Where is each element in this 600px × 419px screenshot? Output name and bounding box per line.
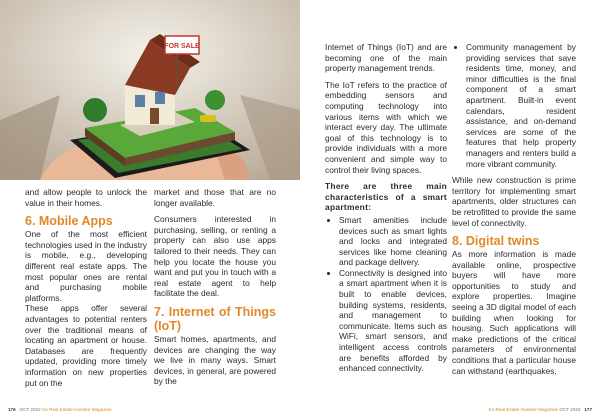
col4-paragraph-1: While new construction is prime territory for implementing smart apartments, older structures can be retrofitted to provide the same level of connectivity. (452, 175, 576, 228)
col1-intro: and allow people to unlock the value in their homes. (25, 187, 147, 208)
page-number-right: 177 (584, 407, 592, 412)
col2-paragraph-1: Consumers interested in purchasing, selling, or renting a property can also use apps tailored to their needs. They can help you locate the house you want and put you in touch with a real estate agent to help facilitate the deal. (154, 214, 276, 299)
col3-intro: Internet of Things (IoT) and are becoming one of the main property management trends. (325, 42, 447, 74)
col2-paragraph-2: Smart homes, apartments, and devices are changing the way we live in many ways. Smart devices, in general, are powered by the (154, 333, 276, 387)
article-photo (0, 0, 300, 180)
col4-paragraph-2: As more information is made available online, prospective buyers will have more opportunities to study and explore properties. Imagine seeing a 3D digital model of each building when looking for housing. Such applications will make predictions of the critical parameters of environmental conditions that a particular house can withstand (earthquakes, (452, 249, 576, 376)
column-2 (154, 187, 276, 393)
footer-left (8, 407, 112, 413)
for-sale-sign: FOR SALE (164, 43, 200, 50)
list-item: • Community management by providing services that save residents time, money, and minor difficulties is the final component of a smart apartment. Built-in event calendars, resident assistance, and on-demand services are some of the features that help property managers and renters build a more vibrant community. (466, 42, 576, 169)
smart-apartment-list (325, 215, 447, 374)
col1-paragraph-1: One of the most efficient technologies used in the industry is mobile, e.g., developing different real estate apps. The most popular ones are rental and purchasing mobile platforms. (25, 229, 147, 303)
col3-paragraph-1: The IoT refers to the practice of embedding sensors and computing technology into various items with which we interact every day. The ultimate goal of this technology is to provide individuals with a more convenient and simple way to control their living spaces. (325, 79, 447, 175)
house-on-phone-illustration (0, 0, 300, 180)
column-4 (452, 42, 576, 382)
footer-publication-right: SA Real Estate Investor Magazine (488, 407, 559, 412)
page-number-left: 176 (8, 407, 16, 412)
column-1 (25, 187, 147, 394)
list-item: • Connectivity is designed into a smart apartment when it is built to enable devices, building systems, residents, and management to communicate. Items such as WiFi, smart sensors, and intelligent access controls are benefits afforded by enhanced connectivity. (339, 268, 447, 374)
smart-apartment-list-continued (452, 42, 576, 169)
footer-date-right: OCT 2022 (559, 407, 581, 412)
list-item: • Smart amenities include devices such as smart lights and locks and integrated services like home cleaning and package delivery. (339, 215, 447, 268)
heading-digital-twins: 8. Digital twins (452, 234, 540, 249)
heading-internet-of-things: 7. Internet of Things (IoT) (154, 304, 276, 333)
footer-date-left: OCT 2022 (19, 407, 41, 412)
column-3 (325, 42, 447, 374)
col1-paragraph-2: These apps offer several advantages to potential renters over the traditional means of locating an apartment or house. Databases are frequently updated, providing more timely information on new properties put on the (25, 303, 147, 388)
col3-lead: There are three main characteristics of a smart apartment: (325, 181, 447, 213)
footer-publication-left: SA Real Estate Investor Magazine (41, 407, 112, 412)
col2-intro: market and those that are no longer available. (154, 187, 276, 208)
footer-right (488, 407, 592, 413)
heading-mobile-apps: 6. Mobile Apps (25, 214, 113, 229)
